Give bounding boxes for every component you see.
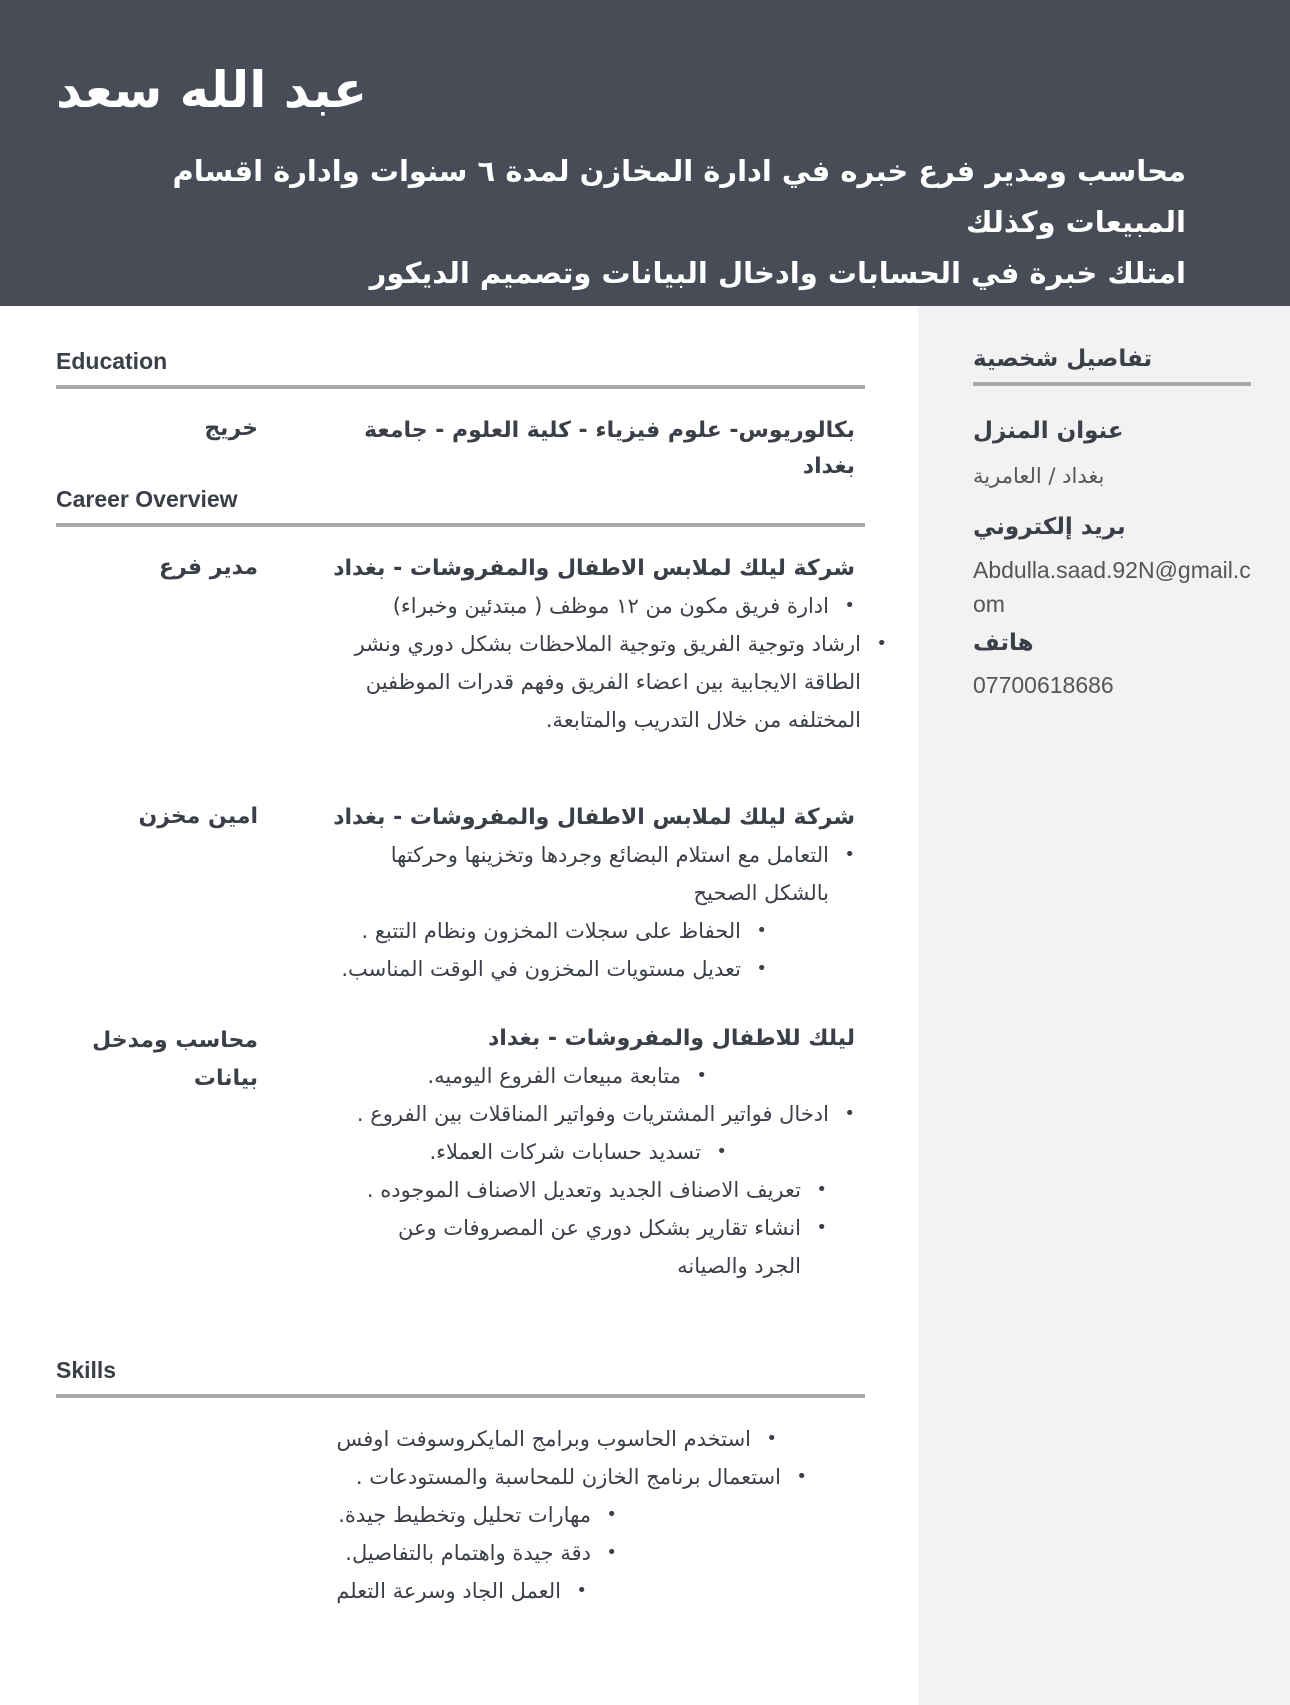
person-name: عبد الله سعد	[56, 61, 368, 119]
job-company: شركة ليلك لملابس الاطفال والمفروشات - بغداد	[333, 805, 855, 830]
address-label: عنوان المنزل	[973, 418, 1124, 444]
list-item: • ارشاد وتوجية الفريق وتوجية الملاحظات بشكل دوري ونشر الطاقة الايجابية بين اعضاء الفريق وفهم قدرات الموظفين المختلفه من خلال التدريب والمتابعة.	[310, 625, 895, 739]
job-role: امين مخزن	[138, 804, 258, 829]
job-entry	[310, 551, 861, 739]
education-entry	[310, 413, 855, 485]
job-company: ليلك للاطفال والمفروشات - بغداد	[488, 1026, 855, 1051]
job-entry	[310, 800, 855, 988]
list-item: • مهارات تحليل وتخطيط جيدة.	[310, 1496, 625, 1534]
list-item: • تعريف الاصناف الجديد وتعديل الاصناف الموجوده .	[310, 1171, 835, 1209]
education-heading: Education	[56, 348, 865, 389]
phone-label: هاتف	[973, 630, 1034, 656]
job-role: مدير فرع	[158, 555, 258, 580]
summary-line-1: محاسب ومدير فرع خبره في ادارة المخازن لمدة ٦ سنوات وادارة اقسام المبيعات وكذلك	[172, 154, 1186, 239]
list-item: • تسديد حسابات شركات العملاء.	[310, 1133, 735, 1171]
summary-line-2: امتلك خبرة في الحسابات وادخال البيانات وتصميم الديكور	[369, 256, 1186, 290]
list-item: • تعديل مستويات المخزون في الوقت المناسب.	[310, 950, 775, 988]
list-item: • استعمال برنامج الخازن للمحاسبة والمستودعات .	[310, 1458, 815, 1496]
skills-list	[310, 1420, 855, 1610]
education-title: بكالوريوس- علوم فيزياء - كلية العلوم - جامعة بغداد	[364, 418, 855, 479]
resume-header	[0, 0, 1290, 306]
address-value: بغداد / العامرية	[973, 464, 1105, 488]
list-item: • التعامل مع استلام البضائع وجردها وتخزينها وحركتها بالشكل الصحيح	[310, 836, 863, 912]
list-item: • متابعة مبيعات الفروع اليوميه.	[310, 1057, 715, 1095]
job-role: محاسب ومدخل بيانات	[92, 1028, 258, 1091]
job-bullets	[310, 587, 861, 739]
list-item: • انشاء تقارير بشكل دوري عن المصروفات وعن الجرد والصيانه	[310, 1209, 835, 1285]
email-label: بريد إلكتروني	[973, 514, 1126, 540]
list-item: • دقة جيدة واهتمام بالتفاصيل.	[310, 1534, 625, 1572]
personal-details-title: تفاصيل شخصية	[973, 346, 1251, 386]
education-role: خريج	[204, 416, 258, 441]
list-item: • الحفاظ على سجلات المخزون ونظام التتبع .	[310, 912, 775, 950]
list-item: • استخدم الحاسوب وبرامج المايكروسوفت اوفس	[310, 1420, 785, 1458]
job-company: شركة ليلك لملابس الاطفال والمفروشات - بغداد	[333, 556, 855, 581]
career-heading: Career Overview	[56, 486, 865, 527]
job-bullets	[310, 1057, 855, 1285]
list-item: • ادارة فريق مكون من ١٢ موظف ( مبتدئين وخبراء)	[310, 587, 863, 625]
email-value: Abdulla.saad.92N@gmail.com	[973, 557, 1251, 617]
list-item: • العمل الجاد وسرعة التعلم	[310, 1572, 595, 1610]
list-item: • ادخال فواتير المشتريات وفواتير المناقلات بين الفروع .	[310, 1095, 863, 1133]
phone-value: 07700618686	[973, 672, 1114, 698]
skills-heading: Skills	[56, 1357, 865, 1398]
job-bullets	[310, 836, 855, 988]
skills-entry	[310, 1420, 855, 1610]
job-entry	[310, 1021, 855, 1285]
